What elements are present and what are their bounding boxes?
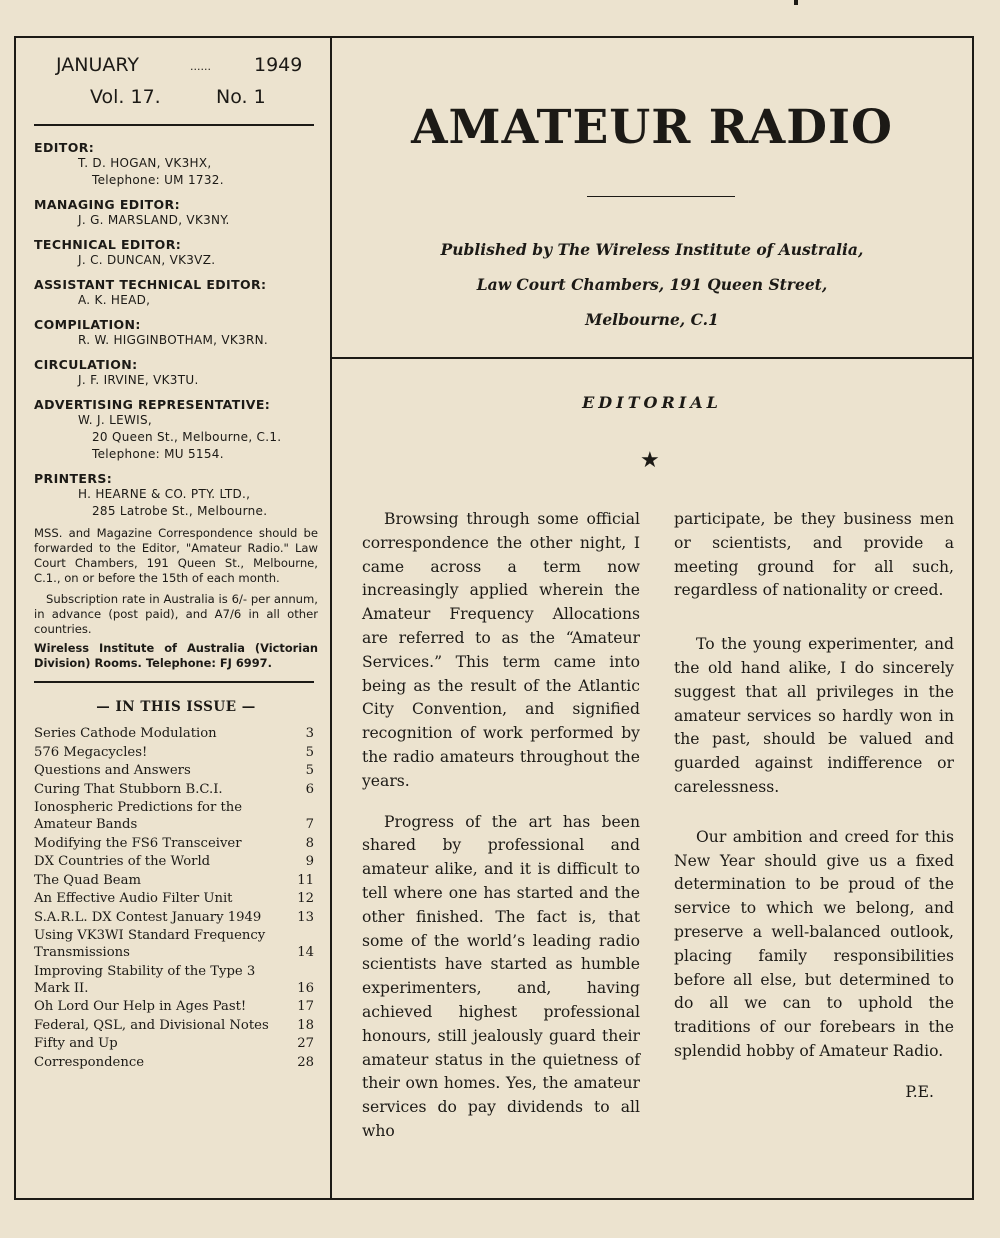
date-leader: ......: [190, 60, 211, 73]
toc-item-title: 576 Megacycles!: [34, 744, 148, 760]
toc-item-page: 9: [305, 854, 314, 869]
toc-item: [34, 963, 318, 997]
toc-item-title: Improving Stability of the Type 3 Mark II.: [34, 963, 256, 996]
toc-item-title: Federal, QSL, and Divisional Notes: [34, 1017, 269, 1033]
toc-item-page: 13: [297, 909, 314, 925]
sidebar-rule: [34, 124, 314, 126]
magazine-title: AMATEUR RADIO: [411, 100, 893, 155]
toc-item: [34, 762, 318, 779]
toc-item: [34, 1017, 318, 1034]
toc-item: [34, 1054, 318, 1071]
editorial-heading: EDITORIAL: [582, 393, 722, 412]
publisher-line: Law Court Chambers, 191 Queen Street,: [476, 275, 828, 294]
staff-role: ASSISTANT TECHNICAL EDITOR:: [34, 277, 267, 292]
staff-detail: T. D. HOGAN, VK3HX,: [78, 156, 212, 170]
editorial-paragraph: Our ambition and creed for this New Year should give us a fixed determination to be proud of the service to which we belong, and preserve a well-balanced outlook, placing family responsibilities before all else, but determined to do all we can to uphold the traditions of our forebears in the splendid hobby of Amateur Radio.: [674, 827, 954, 1060]
number-label: No. 1: [216, 86, 266, 108]
toc-item-page: 27: [297, 1036, 314, 1051]
toc-item-page: 17: [297, 999, 314, 1014]
subscription-notice: Subscription rate in Australia is 6/- per annum, in advance (post paid), and A7/6 in all other countries.: [34, 592, 318, 636]
toc-item-title: The Quad Beam: [34, 872, 141, 888]
staff-detail: Telephone: MU 5154.: [92, 447, 224, 461]
toc-item: [34, 744, 318, 761]
staff-role: TECHNICAL EDITOR:: [34, 237, 182, 252]
title-rule: [587, 196, 735, 197]
toc-item-title: Fifty and Up: [34, 1036, 118, 1051]
publisher-block: [340, 232, 964, 337]
toc-item-title: Curing That Stubborn B.C.I.: [34, 781, 223, 797]
table-of-contents: [34, 725, 318, 1071]
editorial-paragraph: Browsing through some official correspondence the other night, I came across a term now increasingly applied wherein the Amateur Frequency Allocations are referred to as the “Amateur Services.” This term came into being as the result of the Atlantic City Convention, and signified recognition of work performed by the radio amateurs throughout the years.: [362, 510, 640, 790]
toc-item: [34, 725, 318, 742]
column-divider: [330, 36, 332, 1198]
toc-item-page: 18: [297, 1017, 314, 1033]
toc-item-title: DX Countries of the World: [34, 854, 211, 869]
toc-item-page: 28: [297, 1054, 314, 1070]
toc-item-page: 12: [297, 891, 314, 906]
staff-detail: J. F. IRVINE, VK3TU.: [78, 373, 199, 387]
staff-detail: 20 Queen St., Melbourne, C.1.: [92, 430, 282, 444]
staff-detail: W. J. LEWIS,: [78, 413, 152, 427]
mss-notice: MSS. and Magazine Correspondence should be forwarded to the Editor, "Amateur Radio." Law Court Chambers, 191 Queen St., Melbourne, C.1., on or before the 15th of each month.: [34, 526, 318, 585]
toc-item: [34, 927, 318, 961]
issue-date: [34, 50, 318, 84]
toc-item-title: Ionospheric Predictions for the Amateur Bands: [34, 800, 243, 832]
publisher-line: Melbourne, C.1: [585, 310, 719, 329]
toc-item: [34, 835, 318, 852]
editorial-signature: P.E.: [905, 1082, 934, 1101]
ink-mark: [794, 0, 798, 5]
editorial-column-left: [362, 508, 640, 1161]
toc-item: [34, 1035, 318, 1052]
toc-item-page: 7: [305, 817, 314, 832]
toc-item-page: 5: [305, 763, 314, 778]
toc-item: [34, 890, 318, 907]
toc-item-page: 3: [305, 726, 314, 741]
staff-role: MANAGING EDITOR:: [34, 197, 180, 212]
toc-item-page: 11: [297, 872, 314, 888]
staff-detail: Telephone: UM 1732.: [92, 173, 224, 187]
sidebar: [34, 50, 318, 1072]
toc-item-title: S.A.R.L. DX Contest January 1949: [34, 909, 262, 925]
editorial-paragraph: Progress of the art has been shared by professional and amateur alike, and it is difficult to tell where one has started and the other finished. The fact is, that some of the world’s leading radio scientists have started as humble experimenters, and, having achieved highest professional honours, still jealously guard their amateur status in the quietness of their own homes. Yes, the amateur services do pay dividends to all who: [362, 812, 640, 1140]
issue-month: JANUARY: [56, 54, 139, 76]
star-icon: ★: [640, 448, 660, 473]
staff-list: [34, 140, 318, 520]
toc-item-title: An Effective Audio Filter Unit: [34, 891, 233, 906]
editorial-paragraph: participate, be they business men or scientists, and provide a meeting ground for all such, regardless of nationality or creed.: [674, 510, 954, 600]
toc-item-title: Oh Lord Our Help in Ages Past!: [34, 999, 247, 1014]
toc-item-page: 5: [305, 744, 314, 760]
publisher-line: Published by The Wireless Institute of Australia,: [440, 240, 864, 259]
issue-volume: [34, 84, 318, 124]
staff-role: COMPILATION:: [34, 317, 141, 332]
editorial-paragraph: To the young experimenter, and the old hand alike, I do sincerely suggest that all privileges in the amateur services so hardly won in the past, should be valued and guarded against indifference or carelessness.: [674, 635, 954, 796]
toc-item: [34, 998, 318, 1015]
toc-item-page: 6: [305, 781, 314, 797]
staff-role: ADVERTISING REPRESENTATIVE:: [34, 397, 271, 412]
editorial-column-right: [674, 508, 954, 1105]
staff-role: PRINTERS:: [34, 471, 113, 486]
staff-detail: A. K. HEAD,: [78, 293, 151, 307]
toc-item-title: Using VK3WI Standard Frequency Transmissions: [34, 928, 266, 960]
toc-item: [34, 781, 318, 798]
toc-item-title: Modifying the FS6 Transceiver: [34, 835, 242, 851]
rooms-notice: Wireless Institute of Australia (Victorian Division) Rooms. Telephone: FJ 6997.: [34, 641, 318, 670]
staff-role: EDITOR:: [34, 140, 95, 155]
toc-item: [34, 872, 318, 889]
staff-detail: R. W. HIGGINBOTHAM, VK3RN.: [78, 333, 268, 347]
staff-detail: J. C. DUNCAN, VK3VZ.: [78, 253, 216, 267]
toc-item-title: Series Cathode Modulation: [34, 726, 217, 741]
toc-item-title: Correspondence: [34, 1054, 145, 1070]
toc-item-page: 8: [305, 835, 314, 851]
staff-detail: 285 Latrobe St., Melbourne.: [92, 504, 268, 518]
toc-item-page: 14: [297, 945, 314, 960]
staff-detail: J. G. MARSLAND, VK3NY.: [78, 213, 230, 227]
toc-item-title: Questions and Answers: [34, 763, 191, 778]
sidebar-rule: [34, 681, 314, 683]
staff-detail: H. HEARNE & CO. PTY. LTD.,: [78, 487, 251, 501]
toc-item: [34, 909, 318, 926]
toc-title: — IN THIS ISSUE —: [96, 699, 256, 715]
staff-role: CIRCULATION:: [34, 357, 138, 372]
issue-year: 1949: [254, 54, 303, 76]
toc-item-page: 16: [297, 980, 314, 996]
toc-item: [34, 799, 318, 833]
volume-label: Vol. 17.: [90, 86, 161, 108]
toc-item: [34, 853, 318, 870]
header-divider: [332, 357, 972, 359]
